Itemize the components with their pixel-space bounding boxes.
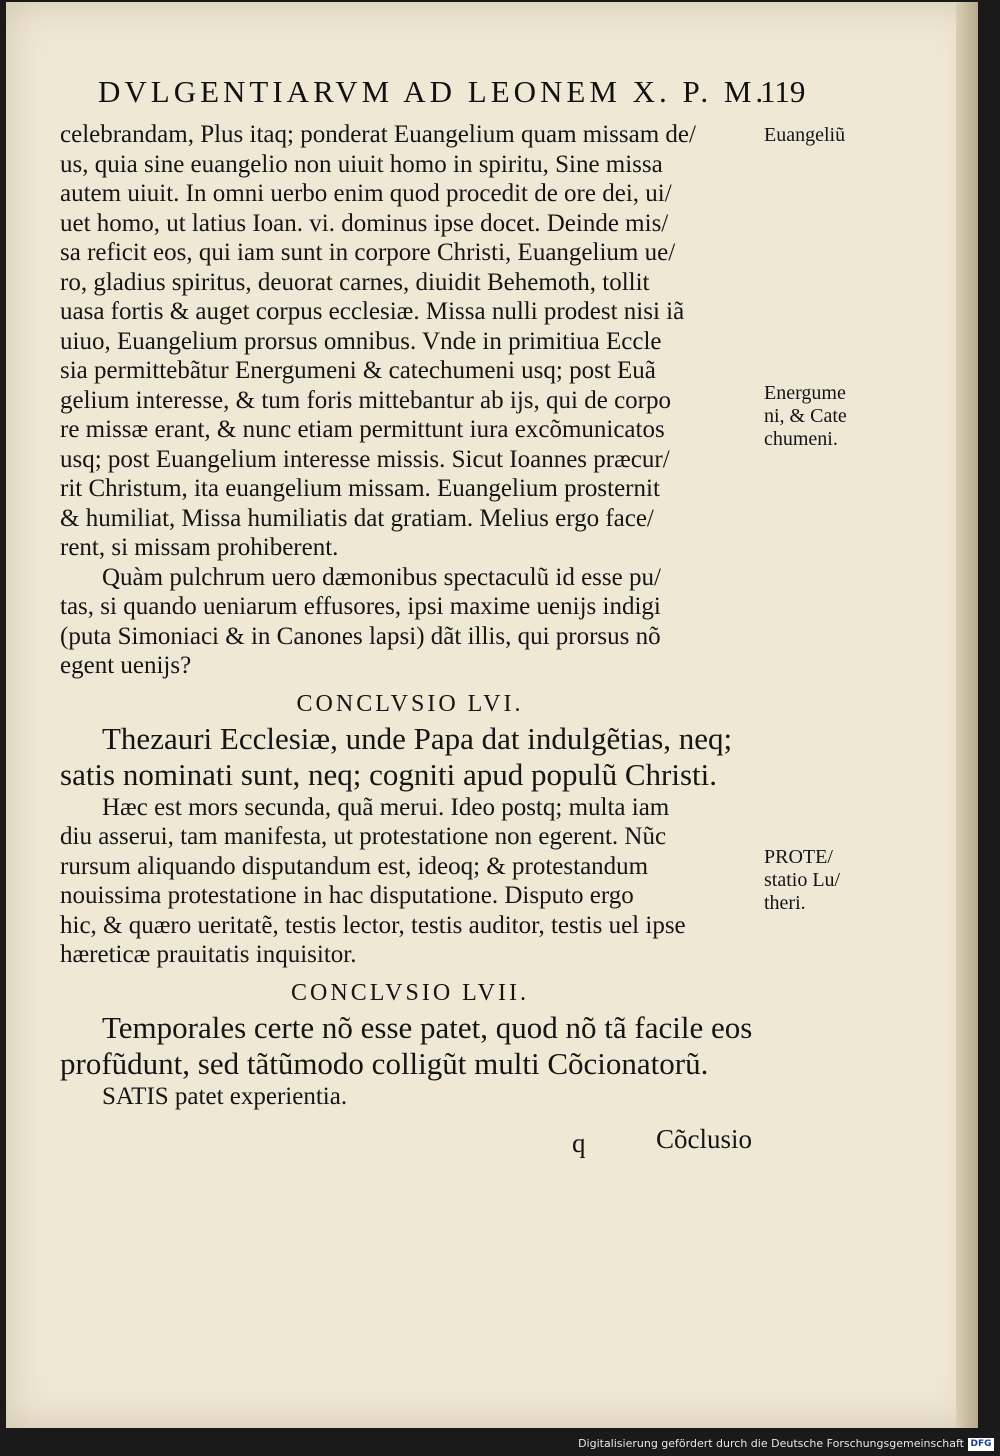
marginal-line: chumeni. <box>764 428 838 450</box>
paragraph-2 <box>60 563 760 681</box>
marginal-line: Euangeliũ <box>764 124 846 146</box>
page-edge <box>956 2 978 1428</box>
text-line: Hæc est mors secunda, quã merui. Ideo postq; multa iam <box>102 793 670 821</box>
text-line: autem uiuit. In omni uerbo enim quod procedit de ore dei, ui/ <box>60 180 672 207</box>
thesis-57 <box>60 1010 760 1082</box>
text-line: hic, & quæro ueritatẽ, testis lector, testis auditor, testis uel ipse <box>60 911 686 939</box>
digitization-credit: Digitalisierung gefördert durch die Deutsche Forschungsgemeinschaft <box>578 1437 964 1450</box>
text-line: rent, si missam prohiberent. <box>60 534 339 561</box>
conclusio-heading-57: CONCLVSIO LVII. <box>291 979 529 1006</box>
text-line: usq; post Euangelium interesse missis. Sicut Ioannes præcur/ <box>60 445 670 473</box>
dfg-logo: DFG <box>968 1438 994 1451</box>
text-line: uiuo, Euangelium prorsus omnibus. Vnde in primitiua Eccle <box>60 327 662 355</box>
marginal-note-euangelium <box>764 124 884 147</box>
page-footer <box>60 1124 760 1164</box>
text-line: uet homo, ut latius Ioan. vi. dominus ipse docet. Deinde mis/ <box>60 209 669 237</box>
text-line: us, quia sine euangelio non uiuit homo in spiritu, Sine missa <box>60 150 663 178</box>
marginal-line: Energume <box>764 382 846 404</box>
catchword: Cõclusio <box>656 1124 753 1154</box>
conclusio-heading-56: CONCLVSIO LVI. <box>296 690 524 717</box>
text-line: re missæ erant, & nunc etiam permittunt iura excõmunicatos <box>60 416 665 443</box>
thesis-line: profũdunt, sed tãtũmodo colligũt multi Cõcionatorũ. <box>60 1045 709 1081</box>
text-line: rit Christum, ita euangelium missam. Euangelium prosternit <box>60 475 660 502</box>
text-line: & humiliat, Missa humiliatis dat gratiam. Melius ergo face/ <box>60 504 654 532</box>
paragraph-3 <box>60 793 760 970</box>
thesis-line: Thezauri Ecclesiæ, unde Papa dat indulgẽtias, neq; <box>102 720 733 756</box>
text-line: diu asserui, tam manifesta, ut protestatione non egerent. Nũc <box>60 823 667 850</box>
paragraph-1 <box>60 120 760 563</box>
text-line: ro, gladius spiritus, deuorat carnes, diuidit Behemoth, tollit <box>60 268 650 296</box>
page-number: 119 <box>760 74 806 109</box>
text-line: (puta Simoniaci & in Canones lapsi) dãt illis, qui prorsus nõ <box>60 622 661 650</box>
thesis-56 <box>60 721 760 793</box>
text-line: sia permittebãtur Energumeni & catechumeni usq; post Euã <box>60 357 656 384</box>
text-line: sa reficit eos, qui iam sunt in corpore Christi, Euangelium ue/ <box>60 239 676 266</box>
text-line: Quàm pulchrum uero dæmonibus spectaculũ id esse pu/ <box>102 563 661 591</box>
text-line: celebrandam, Plus itaq; ponderat Euangelium quam missam de/ <box>60 121 696 148</box>
thesis-line: Temporales certe nõ esse patet, quod nõ tã facile eos <box>102 1009 753 1045</box>
running-head: DVLGENTIARVM AD LEONEM X. P. M. <box>98 74 768 109</box>
text-line: rursum aliquando disputandum est, ideoq; & protestandum <box>60 852 649 880</box>
main-text-block <box>60 120 760 1111</box>
signature-mark: q <box>572 1128 586 1158</box>
marginal-line: PROTE/ <box>764 846 833 868</box>
text-line: tas, si quando ueniarum effusores, ipsi maxime uenijs indigi <box>60 593 661 620</box>
marginal-note-protestatio <box>764 846 884 915</box>
thesis-line: satis nominati sunt, neq; cogniti apud populũ Christi. <box>60 756 717 792</box>
text-line: gelium interesse, & tum foris mittebantur ab ijs, qui de corpo <box>60 386 671 414</box>
marginal-line: ni, & Cate <box>764 405 847 427</box>
text-line: hæreticæ prauitatis inquisitor. <box>60 941 357 968</box>
marginal-line: statio Lu/ <box>764 869 841 891</box>
marginal-note-energumeni <box>764 382 884 451</box>
text-line: uasa fortis & auget corpus ecclesiæ. Missa nulli prodest nisi iã <box>60 298 685 325</box>
text-line: egent uenijs? <box>60 652 192 679</box>
text-line: SATIS patet experientia. <box>102 1082 348 1110</box>
paragraph-4 <box>60 1082 760 1112</box>
text-line: nouissima protestatione in hac disputatione. Disputo ergo <box>60 882 634 909</box>
marginal-line: theri. <box>764 892 806 914</box>
